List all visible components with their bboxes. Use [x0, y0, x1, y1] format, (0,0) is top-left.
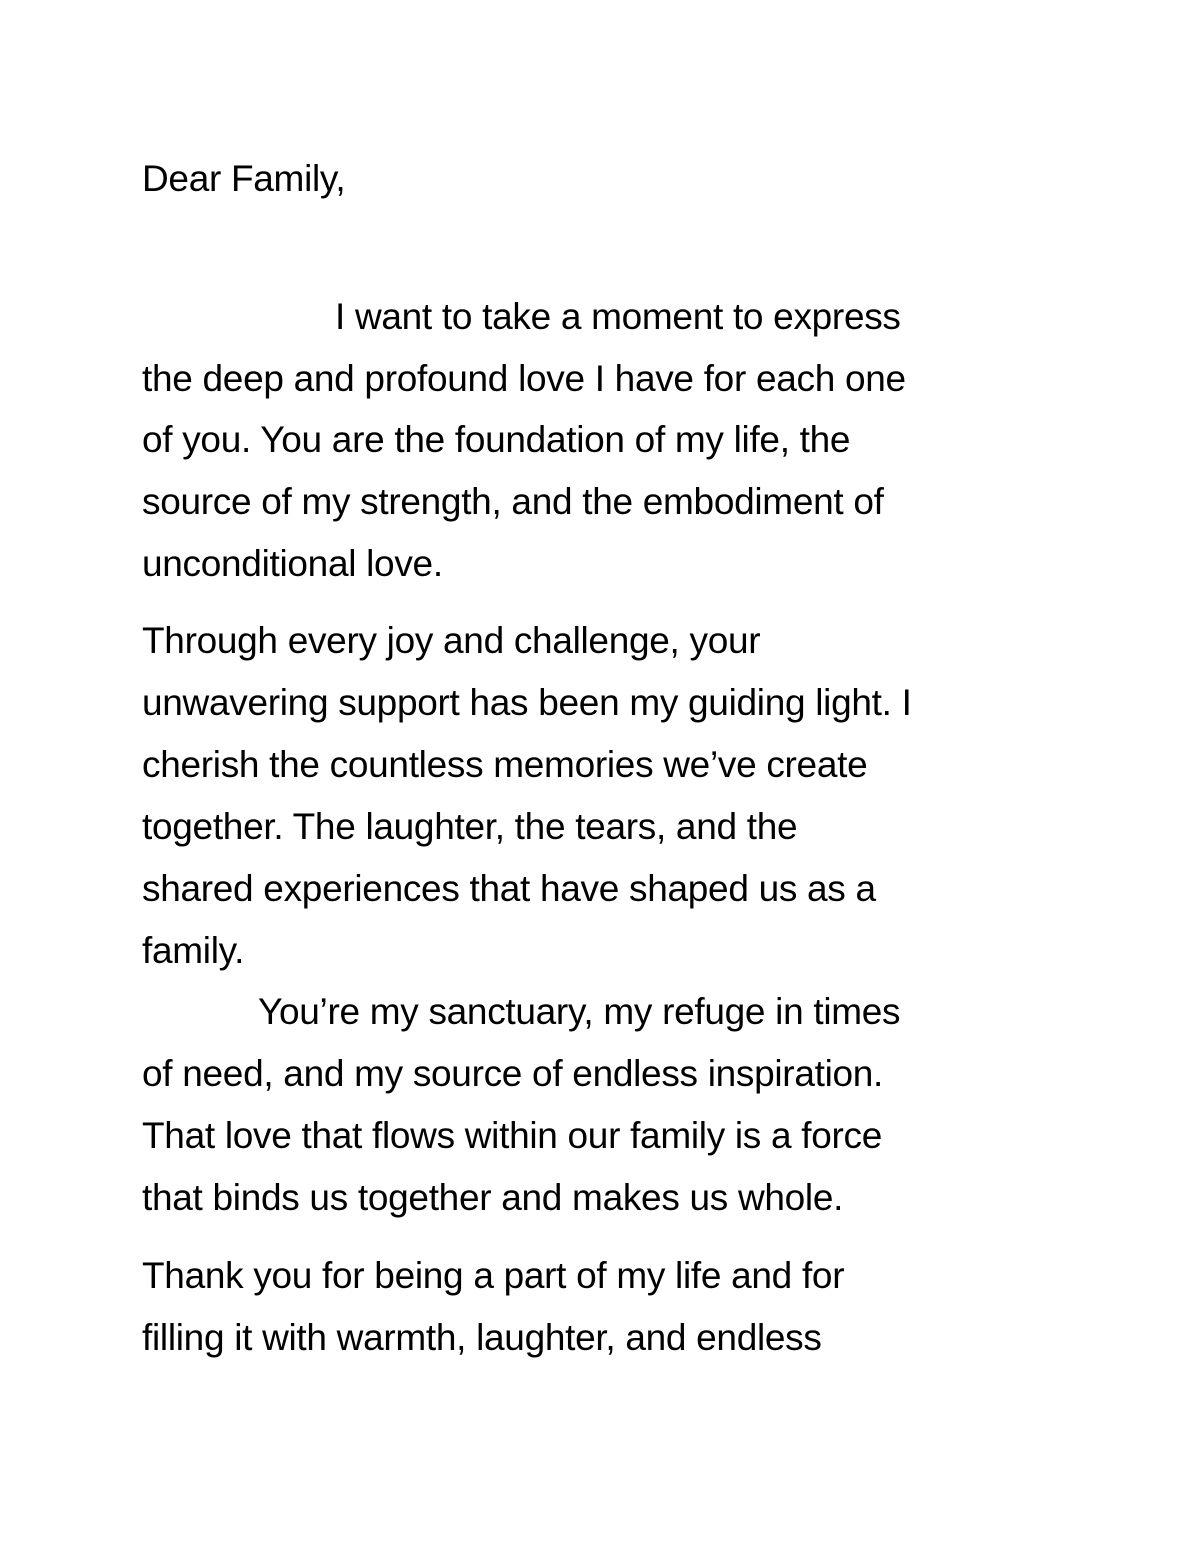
text-line: that binds us together and makes us whole.: [142, 1177, 844, 1218]
text-line: unconditional love.: [142, 543, 443, 584]
text-line: unwavering support has been my guiding light. I: [142, 682, 912, 723]
text-line: of need, and my source of endless inspiration.: [142, 1053, 884, 1094]
text-line: the deep and profound love I have for each one: [142, 358, 906, 399]
text-line: of you. You are the foundation of my life, the: [142, 419, 851, 460]
text-line: family.: [142, 930, 245, 971]
text-line: filling it with warmth, laughter, and endless: [142, 1317, 822, 1358]
text-line: Thank you for being a part of my life and for: [142, 1255, 845, 1296]
text-line: I want to take a moment to express: [335, 296, 901, 337]
text-line: cherish the countless memories we’ve create: [142, 744, 868, 785]
text-line: source of my strength, and the embodiment of: [142, 481, 884, 522]
text-line: That love that flows within our family is a force: [142, 1115, 882, 1156]
text-line: You’re my sanctuary, my refuge in times: [258, 991, 901, 1032]
text-line: Through every joy and challenge, your: [142, 620, 761, 661]
text-line: shared experiences that have shaped us as a: [142, 868, 876, 909]
text-line: together. The laughter, the tears, and the: [142, 806, 798, 847]
salutation: Dear Family,: [142, 158, 346, 199]
